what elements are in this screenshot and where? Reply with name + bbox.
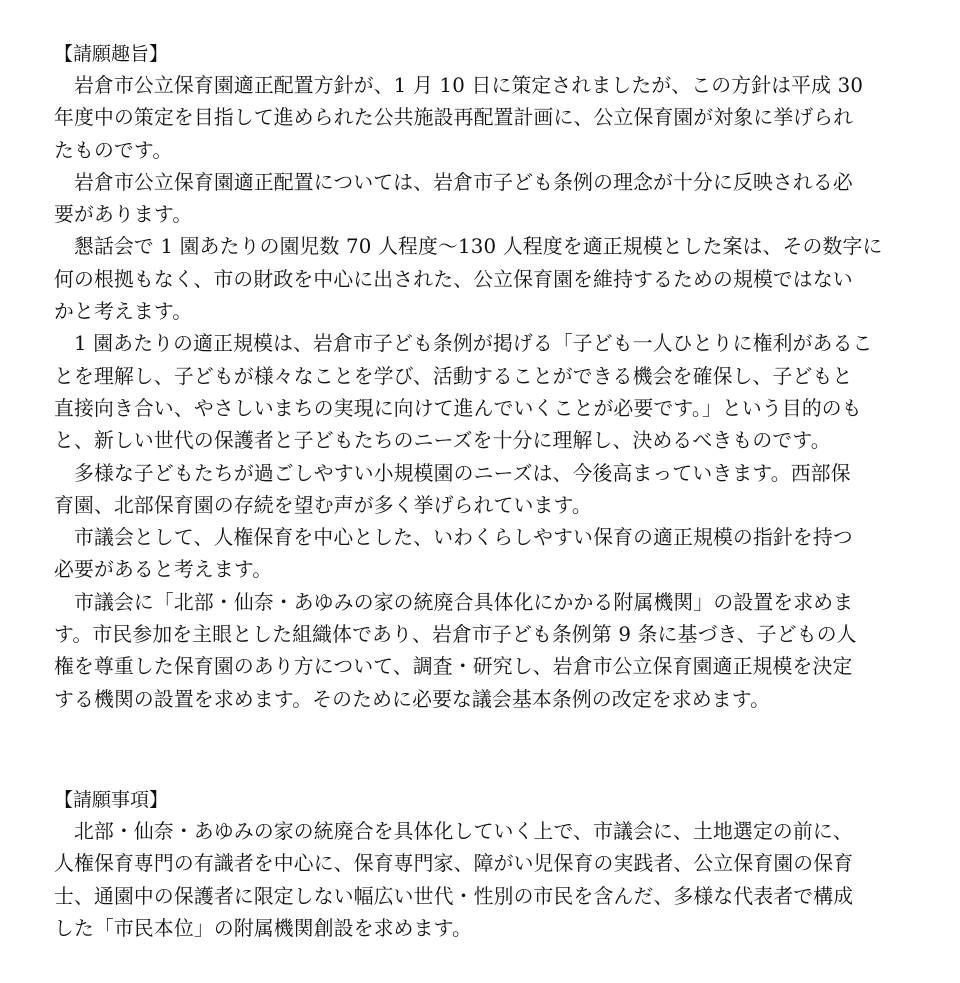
purpose-line: 1 園あたりの適正規模は、岩倉市子ども条例が掲げる「子ども一人ひとりに権利があるこ [54, 332, 873, 356]
petition-items-body [54, 816, 914, 945]
petition-purpose-body [54, 70, 914, 716]
purpose-line: たものです。 [54, 138, 173, 162]
purpose-line: 要があります。 [54, 203, 193, 227]
purpose-line: かと考えます。 [54, 300, 193, 324]
purpose-line: 岩倉市公立保育園適正配置については、岩倉市子ども条例の理念が十分に反映される必 [54, 170, 853, 194]
petition-purpose-heading: 【請願趣旨】 [54, 43, 169, 65]
purpose-line: 年度中の策定を目指して進められた公共施設再配置計画に、公立保育園が対象に挙げられ [54, 106, 854, 130]
purpose-line: 懇話会で 1 園あたりの園児数 70 人程度～130 人程度を適正規模とした案は、その数字に [54, 235, 883, 259]
purpose-line: とを理解し、子どもが様々なことを学び、活動することができる機会を確保し、子どもと [54, 364, 853, 388]
items-line: 人権保育専門の有識者を中心に、保育専門家、障がい児保育の実践者、公立保育園の保育 [54, 852, 854, 876]
purpose-line: と、新しい世代の保護者と子どもたちのニーズを十分に理解し、決めるべきものです。 [54, 429, 831, 453]
items-line: した「市民本位」の附属機関創設を求めます。 [54, 916, 473, 940]
purpose-line: 権を尊重した保育園のあり方について、調査・研究し、岩倉市公立保育園適正規模を決定 [54, 655, 853, 679]
purpose-line: 多様な子どもたちが過ごしやすい小規模園のニーズは、今後高まっていきます。西部保 [54, 461, 851, 485]
purpose-line: する機関の設置を求めます。そのために必要な議会基本条例の改定を求めます。 [54, 687, 771, 711]
purpose-line: 市議会に「北部・仙奈・あゆみの家の統廃合具体化にかかる附属機関」の設置を求めま [54, 590, 854, 614]
petition-items-section [54, 784, 914, 945]
items-line: 北部・仙奈・あゆみの家の統廃合を具体化していく上で、市議会に、土地選定の前に、 [54, 819, 853, 843]
petition-document [54, 38, 914, 945]
purpose-line: 何の根拠もなく、市の財政を中心に出された、公立保育園を維持するための規模ではない [54, 267, 853, 291]
purpose-line: 必要があると考えます。 [54, 558, 273, 582]
petition-items-heading: 【請願事項】 [54, 788, 169, 811]
purpose-line: 育園、北部保育園の存続を望む声が多く挙げられています。 [54, 493, 592, 517]
purpose-line: す。市民参加を主眼とした組織体であり、岩倉市子ども条例第 9 条に基づき、子どもの人 [54, 623, 857, 647]
purpose-line: 直接向き合い、やさしいまちの実現に向けて進んでいくことが必要です。」という目的のも [54, 396, 862, 420]
section-spacer [54, 716, 914, 784]
purpose-line: 岩倉市公立保育園適正配置方針が、1 月 10 日に策定されましたが、この方針は平成 30 [54, 74, 864, 97]
purpose-line: 市議会として、人権保育を中心とした、いわくらしやすい保育の適正規模の指針を持つ [54, 526, 853, 550]
items-line: 士、通園中の保護者に限定しない幅広い世代・性別の市民を含んだ、多様な代表者で構成 [54, 884, 854, 908]
petition-purpose-section [54, 38, 914, 716]
